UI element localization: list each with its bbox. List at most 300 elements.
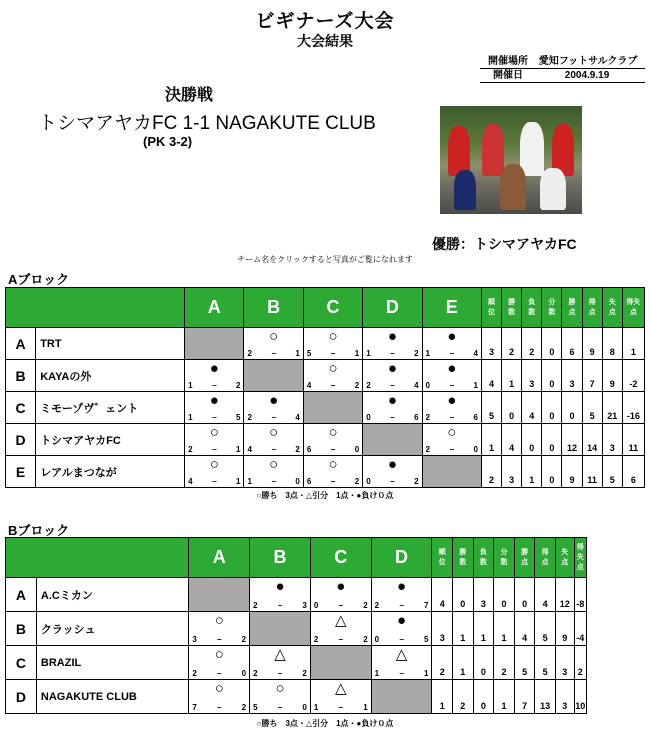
- score-home: 1: [247, 477, 252, 486]
- score-away: 3: [302, 601, 307, 610]
- team-name-link[interactable]: レアルまつなが: [36, 456, 185, 488]
- stat-header-text: 勝: [521, 548, 529, 556]
- stat-header-text: 勝: [459, 548, 467, 556]
- block-b-table: [5, 537, 587, 714]
- stat-value: 7: [582, 360, 602, 392]
- match-score: [192, 669, 246, 678]
- score-home: 5: [253, 703, 258, 712]
- click-note: チーム名をクリックすると写真がご覧になれます: [237, 255, 413, 264]
- score-home: 4: [188, 477, 193, 486]
- stat-value: 4: [514, 612, 535, 646]
- score-away: 1: [473, 381, 478, 390]
- self-match-cell: [303, 392, 362, 424]
- score-away: 2: [414, 477, 419, 486]
- match-result-cell: [371, 646, 432, 680]
- match-result-cell: [244, 424, 303, 456]
- score-home: 0: [366, 477, 371, 486]
- match-score: [253, 601, 307, 610]
- score-away: 2: [295, 445, 300, 454]
- score-dash: −: [330, 477, 336, 486]
- stat-header: [514, 538, 535, 578]
- block-a-legend: ○勝ち 3点・△引分 1点・●負け０点: [256, 491, 394, 500]
- stat-value: 3: [502, 456, 522, 488]
- match-result-cell: [185, 424, 244, 456]
- stat-value: 0: [473, 646, 494, 680]
- stat-header-text: 勝: [568, 298, 576, 306]
- stat-value: 6: [562, 328, 582, 360]
- match-score: [188, 381, 240, 390]
- score-home: 1: [188, 413, 193, 422]
- stat-header-text: 勝: [508, 298, 516, 306]
- score-dash: −: [338, 635, 344, 644]
- team-name-link[interactable]: TRT: [36, 328, 185, 360]
- match-score: [247, 349, 299, 358]
- stat-header-text: 点: [561, 558, 569, 566]
- stat-header-text: 失: [561, 548, 569, 556]
- block-b-legend: ○勝ち 3点・△引分 1点・●負け０点: [256, 719, 394, 728]
- score-dash: −: [449, 381, 455, 390]
- match-result-cell: [363, 360, 422, 392]
- stat-value: -16: [622, 392, 644, 424]
- self-match-cell: [422, 456, 481, 488]
- score-away: 2: [241, 703, 247, 712]
- winner-text: 優勝：トシマアヤカFC: [432, 236, 577, 252]
- score-dash: −: [399, 669, 404, 678]
- score-home: 3: [192, 635, 197, 644]
- match-score: [366, 349, 418, 358]
- score-away: 6: [414, 413, 419, 422]
- stat-value: 6: [622, 456, 644, 488]
- match-result-cell: [185, 392, 244, 424]
- match-result-cell: [244, 392, 303, 424]
- match-score: [192, 703, 246, 712]
- score-home: 1: [374, 669, 380, 678]
- score-dash: −: [277, 703, 283, 712]
- stat-value: 2: [574, 646, 587, 680]
- stat-value: 3: [473, 578, 494, 612]
- result-symbol: ○: [269, 328, 279, 345]
- score-dash: −: [216, 703, 222, 712]
- stat-value: 0: [542, 424, 562, 456]
- result-symbol: ○: [209, 456, 219, 473]
- result-symbol: ○: [447, 424, 457, 441]
- result-symbol: ●: [209, 360, 219, 377]
- score-away: 2: [354, 477, 360, 486]
- row-label: B: [6, 360, 36, 392]
- final-score: トシマアヤカFC 1-1 NAGAKUTE CLUB: [38, 113, 376, 134]
- match-score: [375, 669, 429, 678]
- stat-value: 12: [555, 578, 574, 612]
- score-away: 4: [473, 349, 478, 358]
- stat-header: [535, 538, 556, 578]
- stat-value: 0: [502, 392, 522, 424]
- score-home: 2: [247, 349, 252, 358]
- stat-value: 4: [481, 360, 501, 392]
- stat-value: 0: [522, 424, 542, 456]
- stat-header-text: 数: [500, 558, 508, 566]
- page-title: ビギナーズ大会: [255, 11, 395, 32]
- match-result-cell: [189, 646, 250, 680]
- stat-value: 9: [582, 328, 602, 360]
- team-name-link[interactable]: A.Cミカン: [36, 578, 188, 612]
- column-header-d: D: [371, 538, 432, 578]
- row-label: C: [6, 392, 36, 424]
- score-home: 0: [425, 381, 430, 390]
- stat-value: 1: [522, 456, 542, 488]
- result-symbol: ●: [396, 578, 407, 595]
- winner-team-photo: [440, 106, 582, 214]
- stat-value: -8: [574, 578, 587, 612]
- header-corner: [6, 288, 185, 328]
- self-match-cell: [363, 424, 422, 456]
- stat-value: -2: [622, 360, 644, 392]
- team-name-link[interactable]: クラッシュ: [36, 612, 188, 646]
- self-match-cell: [244, 360, 303, 392]
- match-score: [247, 413, 299, 422]
- score-home: 0: [313, 601, 319, 610]
- stat-value: 1: [453, 612, 474, 646]
- score-dash: −: [271, 445, 276, 454]
- stat-value: 4: [432, 578, 453, 612]
- self-match-cell: [189, 578, 250, 612]
- stat-value: 9: [562, 456, 582, 488]
- match-score: [426, 445, 478, 454]
- stat-header: [502, 288, 522, 328]
- stat-value: 1: [481, 424, 501, 456]
- score-home: 4: [306, 381, 312, 390]
- match-score: [192, 635, 246, 644]
- score-dash: −: [449, 349, 455, 358]
- stat-value: 1: [494, 680, 515, 714]
- stat-value: 2: [432, 646, 453, 680]
- match-result-cell: [310, 680, 371, 714]
- score-home: 4: [247, 445, 252, 454]
- stat-header: [602, 288, 622, 328]
- column-header-b: B: [244, 288, 303, 328]
- stat-header-text: 数: [548, 308, 556, 316]
- stat-value: 2: [481, 456, 501, 488]
- match-score: [426, 349, 478, 358]
- stat-value: 3: [481, 328, 501, 360]
- score-dash: −: [330, 349, 336, 358]
- self-match-cell: [250, 612, 311, 646]
- score-dash: −: [216, 635, 222, 644]
- venue-label: 開催場所: [488, 56, 528, 67]
- score-dash: −: [330, 381, 336, 390]
- stat-header-text: 位: [438, 558, 446, 566]
- score-home: 6: [306, 445, 312, 454]
- table-row: [6, 456, 645, 488]
- stat-value: 5: [481, 392, 501, 424]
- stat-value: 0: [542, 392, 562, 424]
- result-symbol: ●: [209, 392, 219, 409]
- result-symbol: ○: [209, 424, 219, 441]
- result-symbol: ○: [214, 646, 224, 663]
- stat-header: [582, 288, 602, 328]
- team-name-link[interactable]: ミモーゾヴ゛ェント: [36, 392, 185, 424]
- score-home: 2: [425, 445, 430, 454]
- match-score: [307, 349, 359, 358]
- result-symbol: ○: [328, 456, 338, 473]
- stat-header-text: 負: [479, 548, 487, 556]
- stat-value: 0: [453, 578, 474, 612]
- score-away: 2: [414, 349, 419, 358]
- row-label: A: [6, 328, 36, 360]
- stat-value: 21: [602, 392, 622, 424]
- score-dash: −: [390, 413, 395, 422]
- score-away: 2: [302, 669, 307, 678]
- score-away: 5: [423, 635, 429, 644]
- row-label: B: [6, 612, 37, 646]
- block-b-title: Bブロック: [8, 523, 70, 538]
- stat-header: [542, 288, 562, 328]
- match-result-cell: [189, 612, 250, 646]
- score-away: 6: [473, 413, 478, 422]
- result-symbol: △: [334, 612, 347, 629]
- stat-value: 4: [535, 578, 556, 612]
- score-away: 2: [363, 601, 368, 610]
- match-result-cell: [303, 328, 362, 360]
- row-label: A: [6, 578, 37, 612]
- team-name-link[interactable]: KAYAの外: [36, 360, 185, 392]
- team-name-link[interactable]: NAGAKUTE CLUB: [36, 680, 188, 714]
- match-result-cell: [371, 578, 432, 612]
- score-away: 1: [236, 477, 241, 486]
- match-score: [188, 445, 240, 454]
- stat-value: 9: [602, 360, 622, 392]
- score-home: 2: [313, 635, 319, 644]
- stat-header-text: 順: [487, 298, 495, 306]
- stat-header: [574, 538, 587, 578]
- stat-value: 2: [494, 646, 515, 680]
- score-home: 1: [366, 349, 371, 358]
- header-corner: [6, 538, 189, 578]
- result-symbol: ●: [387, 360, 397, 377]
- result-symbol: ○: [269, 424, 279, 441]
- match-score: [314, 635, 368, 644]
- match-result-cell: [185, 360, 244, 392]
- stat-value: 5: [602, 456, 622, 488]
- stat-header-text: 位: [487, 308, 495, 316]
- score-away: 2: [363, 635, 368, 644]
- final-label: 決勝戦: [165, 87, 214, 104]
- score-dash: −: [211, 477, 217, 486]
- match-result-cell: [363, 456, 422, 488]
- stat-value: 9: [555, 612, 574, 646]
- table-row: [6, 612, 587, 646]
- self-match-cell: [310, 646, 371, 680]
- score-dash: −: [271, 349, 276, 358]
- stat-value: 10: [574, 680, 587, 714]
- row-label: C: [6, 646, 37, 680]
- stat-value: 4: [502, 424, 522, 456]
- stat-header-text: 点: [576, 563, 584, 571]
- block-a-table: [5, 287, 645, 488]
- stat-value: 0: [542, 328, 562, 360]
- match-result-cell: [303, 360, 362, 392]
- score-dash: −: [390, 477, 395, 486]
- stat-value: 3: [555, 680, 574, 714]
- stat-value: 5: [582, 392, 602, 424]
- score-dash: −: [216, 669, 222, 678]
- stat-value: 0: [473, 680, 494, 714]
- result-symbol: ○: [328, 360, 338, 377]
- score-home: 1: [425, 349, 430, 358]
- table-row: [6, 646, 587, 680]
- stat-header: [494, 538, 515, 578]
- stat-value: 3: [522, 360, 542, 392]
- stat-value: 11: [582, 456, 602, 488]
- stat-header-text: 数: [459, 558, 467, 566]
- score-dash: −: [449, 413, 455, 422]
- column-header-a: A: [185, 288, 244, 328]
- date-label: 開催日: [493, 70, 523, 81]
- score-dash: −: [399, 635, 404, 644]
- score-away: 0: [354, 445, 360, 454]
- stat-header-text: 順: [438, 548, 446, 556]
- result-symbol: ●: [447, 392, 457, 409]
- match-score: [188, 477, 240, 486]
- result-symbol: ○: [328, 424, 338, 441]
- match-result-cell: [363, 328, 422, 360]
- stat-header-text: 分: [548, 298, 556, 306]
- match-score: [247, 477, 299, 486]
- table-row: [6, 424, 645, 456]
- date-info: [480, 66, 645, 83]
- match-score: [314, 703, 368, 712]
- score-home: 2: [253, 669, 258, 678]
- stat-header-text: 得: [588, 298, 596, 306]
- score-away: 4: [295, 413, 300, 422]
- team-name-link[interactable]: トシマアヤカFC: [36, 424, 185, 456]
- table-row: [6, 578, 587, 612]
- match-score: [188, 413, 240, 422]
- stat-value: 12: [562, 424, 582, 456]
- score-home: 1: [188, 381, 193, 390]
- table-row: [6, 392, 645, 424]
- score-dash: −: [330, 445, 336, 454]
- score-away: 1: [363, 703, 368, 712]
- match-result-cell: [250, 578, 311, 612]
- stat-header: [562, 288, 582, 328]
- stat-value: 5: [535, 646, 556, 680]
- score-away: 1: [423, 669, 429, 678]
- result-symbol: ●: [396, 612, 407, 629]
- score-home: 0: [374, 635, 380, 644]
- result-symbol: ●: [336, 578, 346, 595]
- block-a-title: Aブロック: [8, 272, 70, 287]
- stat-value: 5: [514, 646, 535, 680]
- stat-value: 13: [535, 680, 556, 714]
- result-symbol: ○: [328, 328, 338, 345]
- result-symbol: △: [274, 646, 286, 663]
- score-dash: −: [390, 381, 395, 390]
- venue-value: 愛知フットサルクラブ: [538, 56, 638, 67]
- result-symbol: ●: [387, 392, 397, 409]
- result-symbol: ●: [275, 578, 285, 595]
- stat-value: 1: [494, 612, 515, 646]
- score-away: 0: [295, 477, 300, 486]
- result-symbol: ●: [387, 456, 397, 473]
- score-away: 2: [241, 635, 247, 644]
- match-result-cell: [250, 680, 311, 714]
- stat-header-text: 数: [508, 308, 516, 316]
- score-home: 2: [192, 669, 197, 678]
- score-dash: −: [211, 445, 217, 454]
- match-score: [375, 601, 429, 610]
- team-name-link[interactable]: BRAZIL: [36, 646, 188, 680]
- result-symbol: ○: [214, 680, 224, 697]
- score-home: 6: [306, 477, 312, 486]
- table-row: [6, 360, 645, 392]
- table-row: [6, 328, 645, 360]
- table-row: [6, 680, 587, 714]
- stat-value: 2: [502, 328, 522, 360]
- stat-header-text: 数: [479, 558, 487, 566]
- score-away: 5: [236, 413, 241, 422]
- stat-value: 0: [562, 392, 582, 424]
- stat-value: 8: [602, 328, 622, 360]
- score-away: 2: [354, 381, 360, 390]
- score-dash: −: [271, 413, 276, 422]
- stat-header: [555, 538, 574, 578]
- match-score: [366, 413, 418, 422]
- stat-header-text: 点: [568, 308, 576, 316]
- match-result-cell: [185, 456, 244, 488]
- stat-header-text: 失: [608, 298, 616, 306]
- match-result-cell: [303, 456, 362, 488]
- date-value: 2004.9.19: [564, 70, 610, 81]
- score-dash: −: [390, 349, 395, 358]
- stat-value: 4: [522, 392, 542, 424]
- stat-header: [481, 288, 501, 328]
- row-label: D: [6, 424, 36, 456]
- column-header-e: E: [422, 288, 481, 328]
- score-dash: −: [449, 445, 455, 454]
- stat-value: 0: [542, 360, 562, 392]
- stat-header-text: 数: [528, 308, 536, 316]
- stat-header: [473, 538, 494, 578]
- stat-header: [522, 288, 542, 328]
- column-header-a: A: [189, 538, 250, 578]
- score-dash: −: [399, 601, 404, 610]
- stat-value: 0: [514, 578, 535, 612]
- match-score: [307, 381, 359, 390]
- stat-header-text: 負: [528, 298, 536, 306]
- match-result-cell: [310, 612, 371, 646]
- match-result-cell: [310, 578, 371, 612]
- score-home: 2: [188, 445, 193, 454]
- stat-header-text: 点: [629, 308, 637, 316]
- stat-value: 11: [622, 424, 644, 456]
- match-result-cell: [303, 424, 362, 456]
- score-home: 2: [247, 413, 252, 422]
- match-result-cell: [422, 328, 481, 360]
- score-home: 2: [374, 601, 380, 610]
- match-score: [307, 445, 359, 454]
- match-score: [426, 413, 478, 422]
- column-header-c: C: [303, 288, 362, 328]
- stat-value: 3: [562, 360, 582, 392]
- stat-header-text: 点: [608, 308, 616, 316]
- match-score: [366, 477, 418, 486]
- score-dash: −: [338, 601, 344, 610]
- stat-value: 0: [494, 578, 515, 612]
- stat-header-text: 分: [500, 548, 508, 556]
- score-away: 0: [241, 669, 247, 678]
- score-home: 2: [425, 413, 430, 422]
- result-symbol: △: [334, 680, 347, 697]
